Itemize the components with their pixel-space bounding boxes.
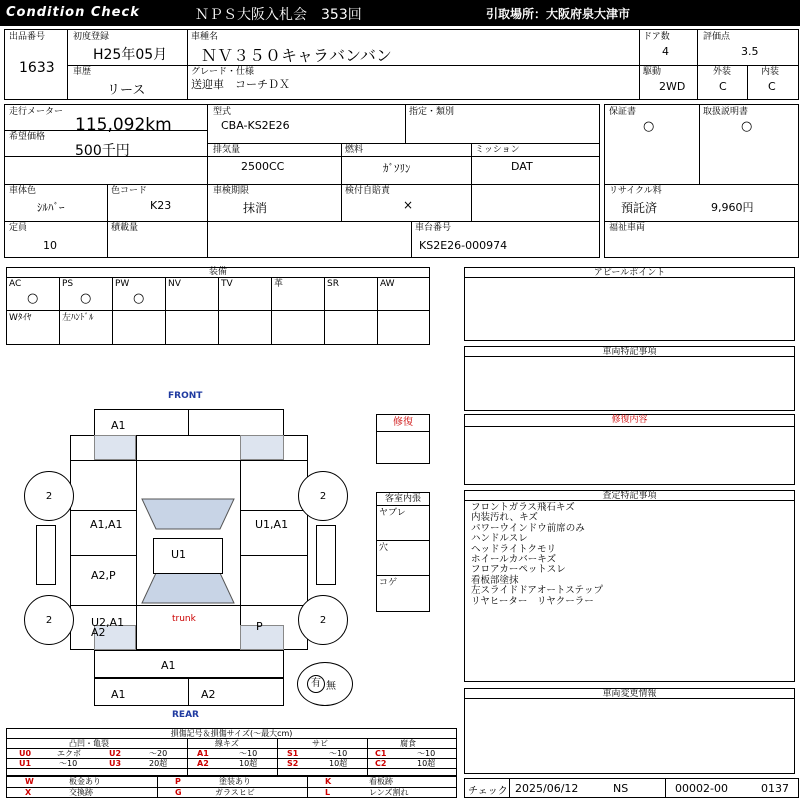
equip-pw: PW (115, 279, 130, 289)
equip-lefthandle: 左ﾊﾝﾄﾞﾙ (62, 313, 94, 323)
legend-desc: 10超 (329, 759, 348, 768)
equip-aw: AW (380, 279, 395, 289)
manual-label: 取扱説明書 (703, 107, 749, 117)
equipment-title: 装備 (208, 267, 227, 277)
legend-code: C2 (375, 759, 387, 768)
manual-value: ○ (741, 119, 753, 134)
spec-block (4, 104, 600, 258)
repair-detail-panel (464, 414, 795, 485)
inspection-notes-panel (464, 490, 795, 682)
check-code: 00002-00 (675, 782, 728, 795)
special-panel (464, 346, 795, 411)
note-line: 内装汚れ、キズ (471, 512, 538, 524)
ext-label: 外装 (713, 67, 732, 77)
mark-left-front: A1,A1 (90, 518, 123, 531)
equip-ps-mark: ○ (80, 291, 92, 306)
model-label: 車種名 (191, 32, 219, 42)
rear-label: REAR (172, 710, 199, 720)
recycle-amount: 9,960円 (711, 201, 754, 214)
legend-desc: ～10 (59, 759, 78, 768)
legend-desc: 10超 (239, 759, 258, 768)
special-title: 車両特記事項 (602, 347, 657, 357)
mark-left-rear: U2,A1 A2 (91, 616, 125, 639)
legend-code: X (25, 788, 32, 797)
ext-value: C (719, 80, 727, 93)
footer-check (464, 778, 799, 798)
repair-detail-title: 修復内容 (611, 415, 648, 425)
warranty-label: 保証書 (609, 107, 637, 117)
chassis-label: 車台番号 (415, 223, 452, 233)
mark-front-a1: A1 (111, 419, 126, 432)
legend-code: U1 (19, 759, 32, 768)
front-label: FRONT (168, 391, 203, 401)
equip-nv: NV (168, 279, 181, 289)
trunk-label: trunk (172, 614, 196, 624)
note-line: ヘッドライトクモリ (471, 543, 557, 555)
tire-rear-left: 2 (24, 595, 74, 645)
mark-bumper-right: A2 (201, 688, 216, 701)
appeal-panel (464, 267, 795, 341)
header-bar (0, 0, 800, 26)
type-value: CBA-KS2E26 (221, 119, 290, 132)
spare-yes: 有 (307, 675, 325, 693)
inspection-notes-title: 査定特記事項 (602, 491, 657, 501)
right-mirror (316, 525, 336, 585)
changes-panel (464, 688, 795, 774)
mark-right-front: U1,A1 (255, 518, 289, 531)
legend-code: U2 (109, 749, 122, 758)
interior-title: 客室内張 (384, 494, 421, 504)
legend-desc: ～10 (417, 749, 436, 758)
first-reg-value: H25年05月 (93, 47, 168, 63)
history-value: リース (107, 83, 146, 98)
equip-wtire: Wﾀｲﾔ (9, 313, 32, 323)
note-line: ハンドルスレ (471, 533, 528, 545)
appeal-title: アピールポイント (593, 268, 666, 278)
legend-desc: 看板跡 (369, 777, 393, 786)
desig-label: 指定・類別 (409, 107, 455, 117)
equip-sr: SR (327, 279, 339, 289)
legend-desc: 20超 (149, 759, 168, 768)
welfare-label: 福祉車両 (609, 223, 646, 233)
legend-code: A1 (197, 749, 209, 758)
note-line: フロントガラス飛石キズ (471, 502, 575, 513)
tire-rear-right: 2 (298, 595, 348, 645)
legend-code: L (325, 788, 331, 797)
check-date: 2025/06/12 (515, 782, 579, 795)
note-line: ホイールカバーキズ (471, 554, 557, 566)
model-value: ＮＶ３５０キャラバンバン (201, 46, 392, 65)
legend-code: W (25, 777, 34, 786)
drive-value: 2WD (659, 80, 686, 93)
tire-front-right: 2 (298, 471, 348, 521)
header-center: ＮＰＳ大阪入札会 353回 (195, 7, 362, 23)
score-value: 3.5 (741, 45, 759, 58)
legend-desc: ～10 (329, 749, 348, 758)
left-mirror (36, 525, 56, 585)
lot-label: 出品番号 (9, 32, 46, 42)
colorcode-value: K23 (150, 199, 172, 212)
mission-value: DAT (511, 160, 533, 173)
interior-box (376, 492, 430, 612)
price-value: 500千円 (75, 143, 130, 159)
load-label: 積載量 (111, 223, 139, 233)
color-value: ｼﾙﾊﾞｰ (37, 201, 65, 214)
legend-desc: ～20 (149, 749, 168, 758)
legend-desc: ～10 (239, 749, 258, 758)
mileage-label: 走行メーター (9, 107, 64, 117)
grade-value: 送迎車 コーチＤＸ (191, 78, 290, 91)
legend-group-rust: サビ (312, 739, 328, 748)
legend-desc: レンズ割れ (369, 788, 409, 797)
legend-title: 損傷記号＆損傷サイズ(～最大cm) (170, 729, 293, 738)
disp-value: 2500CC (241, 160, 285, 173)
check-ns: NS (613, 782, 629, 795)
mark-right-rear: P (256, 620, 263, 633)
repair-box (376, 414, 430, 464)
equip-ac-mark: ○ (27, 291, 39, 306)
legend-desc: エクボ (57, 749, 81, 758)
header-left: Condition Check (6, 5, 140, 20)
insurance-label: 検付自賠責 (345, 186, 391, 196)
history-label: 車歴 (73, 67, 92, 77)
recycle-status: 預託済 (621, 201, 658, 215)
legend-code: A2 (197, 759, 209, 768)
capacity-label: 定員 (9, 223, 28, 233)
check-num: 0137 (761, 782, 789, 795)
inspection-label: 車検期限 (213, 186, 250, 196)
mission-label: ミッション (475, 145, 520, 155)
legend-desc: 板金あり (69, 777, 101, 786)
legend-code: C1 (375, 749, 387, 758)
doc-block (604, 104, 799, 258)
mark-left-mid: A2,P (91, 569, 116, 582)
colorcode-label: 色コード (111, 186, 148, 196)
recycle-label: リサイクル料 (609, 186, 662, 196)
car-diagram (0, 385, 370, 725)
int-label: 内装 (761, 67, 780, 77)
legend-desc: 交換跡 (69, 788, 93, 797)
header-right: 引取場所：大阪府泉大津市 (486, 7, 631, 21)
legend-desc: 塗装あり (219, 777, 251, 786)
legend-code: S2 (287, 759, 299, 768)
mileage-value: 115,092km (75, 115, 172, 135)
changes-title: 車両変更情報 (602, 689, 657, 699)
note-line: パワーウインドウ前席のみ (471, 522, 585, 534)
legend-desc: ガラスヒビ (215, 788, 255, 797)
equip-tv: TV (221, 279, 233, 289)
mark-rear-a1: A1 (161, 659, 176, 672)
equip-pw-mark: ○ (133, 291, 145, 306)
note-line: フロアカーペットスレ (471, 564, 566, 576)
chassis-value: KS2E26-000974 (419, 239, 508, 252)
equip-ac: AC (9, 279, 22, 289)
lot-number: 1633 (19, 60, 55, 76)
legend-code: P (175, 777, 181, 786)
doors-value: 4 (662, 45, 669, 58)
rear-bumper (94, 650, 284, 678)
inspection-value: 抹消 (243, 201, 268, 215)
roof (153, 538, 223, 574)
legend-code: U3 (109, 759, 122, 768)
first-reg-label: 初度登録 (73, 32, 110, 42)
drive-label: 駆動 (643, 67, 662, 77)
equip-ps: PS (62, 279, 74, 289)
int-value: C (768, 80, 776, 93)
capacity-value: 10 (43, 239, 57, 252)
disp-label: 排気量 (213, 145, 241, 155)
note-line: 左スライドドアオートステップ (471, 585, 604, 597)
insurance-value: × (403, 198, 414, 212)
legend-code: U0 (19, 749, 32, 758)
damage-legend (6, 728, 457, 798)
type-label: 型式 (213, 107, 232, 117)
price-label: 希望価格 (9, 132, 46, 142)
score-label: 評価点 (703, 32, 731, 42)
legend-code: S1 (287, 749, 299, 758)
check-label: チェック (468, 786, 508, 797)
spare-tire-circle (297, 662, 353, 706)
tire-front-left: 2 (24, 471, 74, 521)
equipment-block (6, 267, 430, 345)
mark-roof: U1 (171, 548, 187, 561)
inspection-notes-list (471, 503, 603, 607)
top-block (4, 29, 799, 100)
interior-hole: 穴 (379, 543, 389, 553)
note-line: リヤヒーター リヤクーラー (471, 595, 594, 607)
legend-group-scratch: 線キズ (215, 739, 239, 748)
interior-tear: ヤブレ (379, 508, 406, 518)
repair-title: 修復 (393, 417, 413, 428)
color-label: 車体色 (9, 186, 37, 196)
legend-code: G (175, 788, 182, 797)
grade-label: グレード・仕様 (191, 67, 255, 77)
note-line: 看板部塗抹 (471, 574, 519, 586)
warranty-value: ○ (643, 119, 655, 134)
doors-label: ドア数 (643, 32, 670, 42)
legend-code: K (325, 777, 332, 786)
legend-desc: 10超 (417, 759, 436, 768)
mark-bumper-left: A1 (111, 688, 126, 701)
interior-burn: コゲ (379, 578, 398, 588)
legend-group-dent: 凸凹・亀裂 (69, 739, 109, 748)
legend-group-corrosion: 腐食 (400, 739, 416, 748)
equip-leather: 革 (274, 279, 284, 289)
fuel-label: 燃料 (345, 145, 364, 155)
spare-no: 無 (326, 681, 336, 692)
fuel-value: ｶﾞｿﾘﾝ (383, 162, 411, 175)
